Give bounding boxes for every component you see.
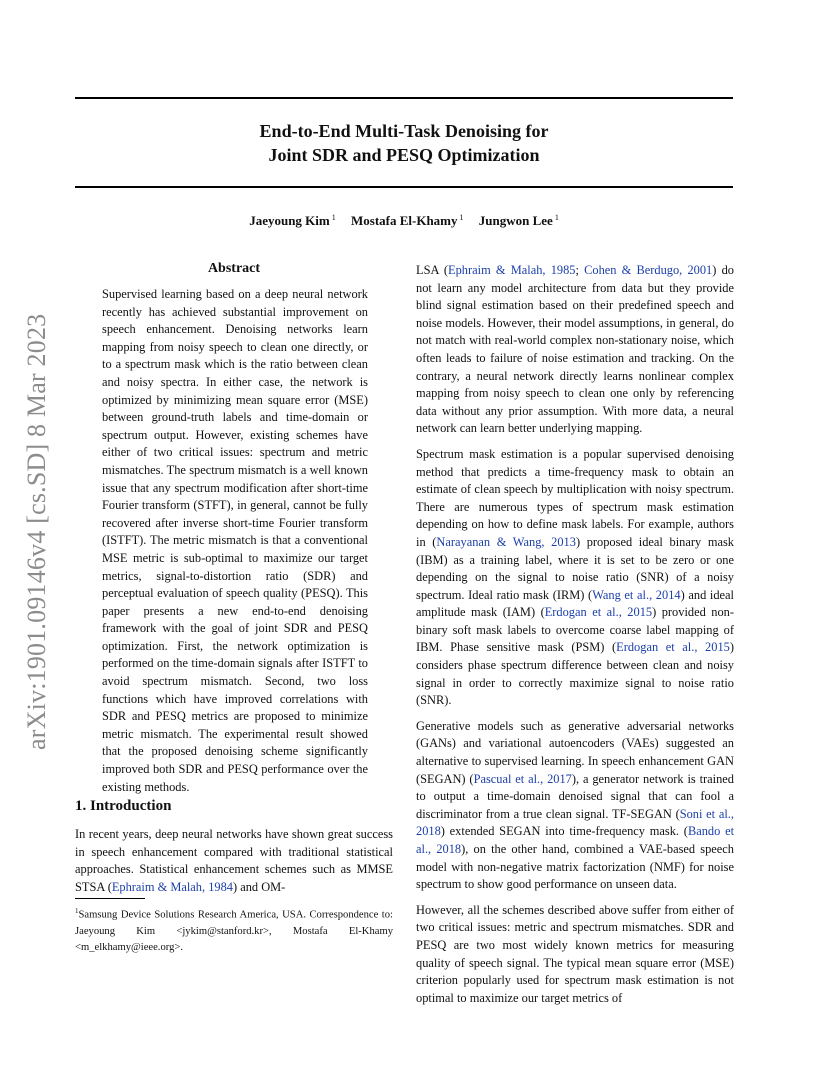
text-run: ) proposed ideal binary mask (IBM) as a training label, where it is set to be zero or one depending on the signal to noise ratio (SNR) of a noisy spectrum. Ideal ratio mask (IRM) ( [416, 534, 734, 602]
abstract-heading: Abstract [207, 261, 261, 276]
abstract-body [102, 286, 368, 796]
arxiv-stamp-text: arXiv:1901.09146v4 [cs.SD] 8 Mar 2023 [22, 313, 51, 750]
text-run: ) extended SEGAN into time-frequency mask. ( [440, 824, 688, 839]
author-list [75, 213, 733, 229]
author-affiliation-mark: 1 [554, 213, 559, 222]
arxiv-stamp [22, 290, 52, 750]
paragraph [75, 826, 393, 896]
author-name: Jungwon Lee [478, 213, 553, 228]
text-run: ), a generator network is trained to output a time-domain denoised signal that can fool a discriminator from a true clean signal. TF-SEGAN ( [416, 771, 735, 821]
citation-link[interactable]: Ephraim & Malah, 1985 [448, 263, 576, 277]
citation-link[interactable]: Erdogan et al., 2015 [544, 605, 653, 620]
intro-left-paragraph [75, 826, 393, 896]
right-column [416, 262, 734, 1015]
citation-link[interactable]: Wang et al., 2014 [592, 587, 681, 602]
paragraph [416, 446, 734, 710]
author-name: Mostafa El-Khamy [350, 213, 458, 228]
footnote-text: Samsung Device Solutions Research America, USA. Correspondence to: Jaeyoung Kim <jykim@stanford.kr>, Mostafa El-Khamy <m_elkhamy@ieee.org>. [75, 909, 393, 953]
author [249, 213, 336, 228]
citation-link[interactable]: Bando et al., 2018 [416, 824, 735, 856]
text-run: Spectrum mask estimation is a popular supervised denoising method that predicts a time-frequency mask to obtain an estimate of clean speech by multiplication with noisy spectrum. There are numerous types of spectrum mask estimation depending on how to define mask labels. For example, authors in ( [416, 446, 734, 549]
text-run: ; [575, 263, 585, 277]
paragraph [416, 718, 734, 894]
citation-link[interactable]: Soni et al., 2018 [416, 806, 734, 839]
section-heading-introduction: 1. Introduction [75, 798, 172, 814]
citation-link[interactable]: Narayanan & Wang, 2013 [436, 534, 576, 549]
citation-link[interactable]: Cohen & Berdugo, 2001 [584, 263, 713, 277]
text-run: ) provided non-binary soft mask labels to overcome coarse label mapping of IBM. Phase sensitive mask (PSM) ( [416, 605, 734, 655]
text-run: ) considers phase spectrum difference between clean and noisy signal in order to correctly maximize signal to noise ratio (SNR). [416, 640, 734, 708]
abstract-text: Supervised learning based on a deep neural network recently has achieved substantial improvement on speech enhancement. Denoising networks learn mapping from noisy speech to clean one directly, or to a spectrum mask which is the ratio between clean and noisy spectra. In either case, the network is optimized by minimizing mean square error (MSE) between ground-truth labels and time-domain or spectrum output. However, existing schemes have either of two critical issues: spectrum and metric mismatches. The spectrum mismatch is a well known issue that any spectrum modification after short-time Fourier transform (STFT), in general, cannot be fully recovered after inverse short-time Fourier transform (ISTFT). The metric mismatch is that a conventional MSE metric is sub-optimal to maximize our target metrics, signal-to-distortion ratio (SDR) and perceptual evaluation of speech quality (PESQ). This paper presents a new end-to-end denoising framework with the goal of joint SDR and PESQ optimization. First, the network optimization is performed on the time-domain signals after ISTFT to avoid spectrum mismatch. Second, two loss functions which have improved correlations with SDR and PESQ metrics are proposed to minimize metric mismatch. The experimental result showed that the proposed denoising scheme significantly improved both SDR and PESQ performance over the existing methods. [102, 287, 368, 794]
paragraph [416, 262, 734, 438]
author [479, 213, 559, 228]
text-run: ), on the other hand, combined a VAE-based speech model with non-negative matrix factorization (NMF) for noise spectrum to show good performance on unseen data. [416, 842, 734, 892]
text-run: In recent years, deep neural networks have shown great success in speech enhancement compared with traditional statistical approaches. Statistical enhancement schemes such as MMSE STSA ( [75, 827, 393, 894]
text-run: ) do not learn any model architecture from data but they provide blind signal estimation based on their predefined speech and noise models. However, their model assumptions, in general, do not match with real-world complex non-stationary noise, which often leads to failure of noise estimation and tracking. On the contrary, a neural network directly learns nonlinear complex mapping from noisy speech to clean one only by referencing data without any prior assumption. With more data, a neural network can learn better underlying mapping. [416, 263, 734, 436]
author-affiliation-mark: 1 [331, 213, 336, 222]
paragraph [416, 902, 734, 1008]
text-run: LSA ( [416, 263, 449, 277]
citation-link[interactable]: Erdogan et al., 2015 [616, 640, 730, 655]
text-run: ) and OM- [232, 879, 286, 894]
author-affiliation-mark: 1 [459, 213, 464, 222]
footnote-mark: 1 [75, 907, 79, 915]
paper-title-line-2: Joint SDR and PESQ Optimization [268, 145, 540, 165]
author-name: Jaeyoung Kim [249, 213, 330, 228]
text-run: ) and ideal amplitude mask (IAM) ( [416, 587, 734, 620]
text-run: However, all the schemes described above suffer from either of two critical issues: metric and spectrum mismatches. SDR and PESQ are two most widely known metrics for measuring quality of speech signal. The typical mean square error (MSE) criterion popularly used for spectrum mask estimation is not optimal to maximize our target metrics of [416, 902, 734, 1005]
title-rule-bottom [75, 186, 733, 188]
footnote [75, 903, 393, 956]
citation-link[interactable]: Pascual et al., 2017 [473, 771, 572, 786]
title-rule-top [75, 97, 733, 99]
citation-link[interactable]: Ephraim & Malah, 1984 [111, 879, 233, 894]
footnote-rule [75, 898, 145, 899]
paper-title-line-1: End-to-End Multi-Task Denoising for [259, 121, 549, 141]
author [351, 213, 464, 228]
text-run: Generative models such as generative adversarial networks (GANs) and variational autoencoders (VAEs) suggested an alternative to supervised learning. In speech enhancement GAN (SEGAN) ( [416, 718, 734, 786]
